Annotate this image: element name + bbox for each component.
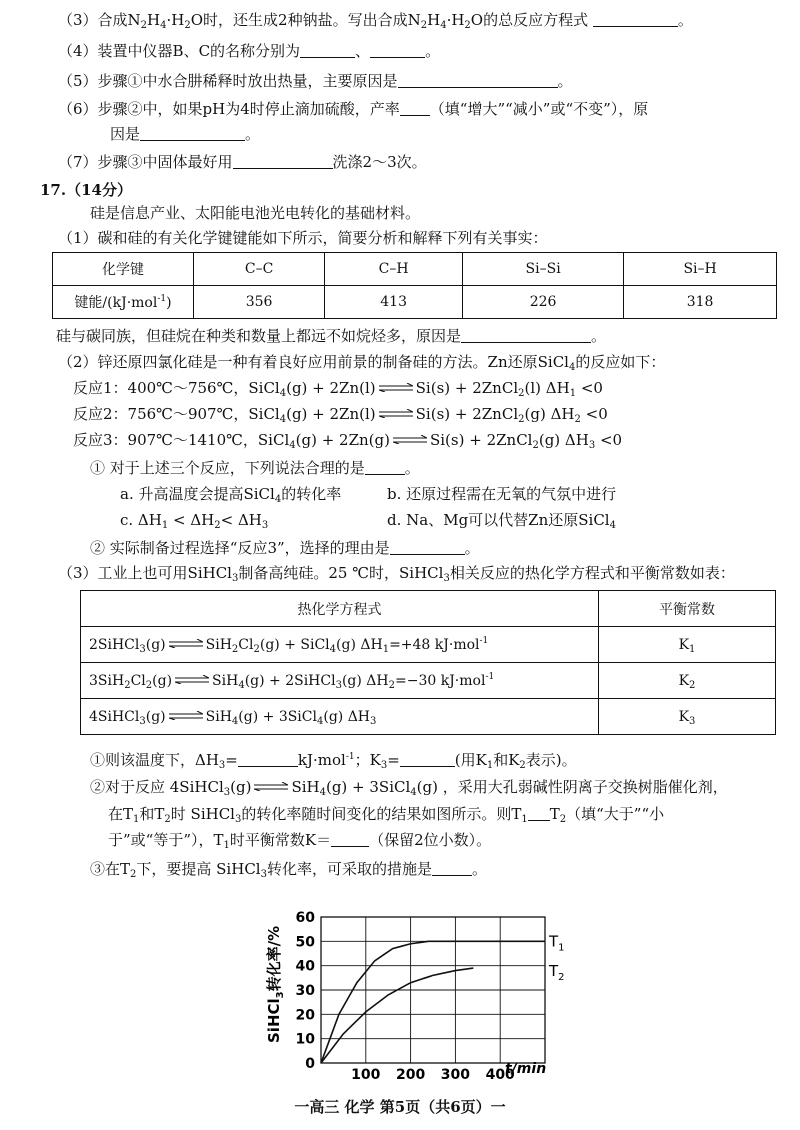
q17-part3-sub2-cont2: 于”或“等于”），$T_1$时平衡常数K＝ （保留2位小数）。 <box>108 831 492 851</box>
answer-blank[interactable] <box>140 126 245 141</box>
answer-blank[interactable] <box>365 460 405 475</box>
table-row <box>81 699 776 735</box>
answer-blank[interactable] <box>370 43 425 58</box>
answer-blank[interactable] <box>432 861 472 876</box>
y-tick-label: 30 <box>295 983 315 999</box>
x-tick-label: 100 <box>351 1067 381 1083</box>
x-axis-label: t/min <box>505 1061 547 1077</box>
table-cell: $K_1$ <box>599 627 776 663</box>
q17-part2: （2）锌还原四氯化硅是一种有着良好应用前景的制备硅的方法。Zn还原SiCl$_4$的反应如下： <box>58 353 666 373</box>
table-row <box>53 253 777 286</box>
q17-part3: （3）工业上也可用SiHCl$_3$制备高纯硅。25 ℃时，SiHCl$_3$相关反应的热化学方程式和平衡常数如表： <box>58 564 735 584</box>
equilibrium-arrow-icon <box>169 639 203 648</box>
equilibrium-arrow-icon <box>254 782 288 791</box>
thermochemical-table <box>80 590 776 735</box>
answer-blank[interactable] <box>528 806 550 821</box>
answer-blank[interactable] <box>300 43 355 58</box>
q17-header: 17.（14分） <box>40 181 132 199</box>
answer-blank[interactable] <box>461 328 591 343</box>
table-cell: 413 <box>325 286 463 319</box>
q16-item-4: （4）装置中仪器B、C的名称分别为 、 。 <box>58 42 441 60</box>
equilibrium-arrow-icon <box>379 383 413 392</box>
legend-label-t2: $T_2$ <box>549 962 565 984</box>
table-row <box>81 663 776 699</box>
table-row <box>53 286 777 319</box>
bond-energy-table <box>52 252 777 319</box>
q17-intro: 硅是信息产业、太阳能电池光电转化的基础材料。 <box>90 204 421 222</box>
q17-part2-sub2: ② 实际制备过程选择“反应3”，选择的理由是 。 <box>90 539 480 557</box>
table-header: 热化学方程式 <box>81 591 599 627</box>
equilibrium-arrow-icon <box>379 409 413 418</box>
option-a: a. 升高温度会提高SiCl$_4$的转化率 <box>120 485 342 505</box>
y-tick-label: 40 <box>295 958 315 975</box>
y-tick-label: 50 <box>295 934 315 951</box>
option-c: c. $\Delta H_1 < \Delta H_2< \Delta H_3$ <box>120 511 269 531</box>
q17-part3-sub3: ③在$T_2$下，要提高 SiHCl$_3$转化率，可采取的措施是 。 <box>90 860 487 880</box>
q17-part3-sub1: ①则该温度下，$\Delta H_3= kJ\cdot mol^{-1}$；$K_3=$ (用$K_1$和$K_2$表示)。 <box>90 751 577 771</box>
y-tick-label: 60 <box>295 910 315 926</box>
q17-part3-sub2: ②对于反应 4SiHCl$_3$(g) SiH$_4$(g) + 3SiCl$_4$(g) ，采用大孔弱碱性阴离子交换树脂催化剂， <box>90 778 728 798</box>
chart-grid <box>321 917 545 1063</box>
reaction-2: 反应2：756℃～907℃，SiCl$_4$(g) + 2Zn(l) Si(s) + 2ZnCl$_2$(g) $\Delta H_2 <0$ <box>73 405 608 425</box>
x-tick-label: 400 <box>485 1067 515 1083</box>
table-cell: Si–H <box>624 253 777 286</box>
table-row <box>81 627 776 663</box>
answer-blank[interactable] <box>233 154 333 169</box>
table-cell: $K_2$ <box>599 663 776 699</box>
q17-part2-sub1: ① 对于上述三个反应，下列说法合理的是 。 <box>90 459 420 477</box>
y-tick-label: 0 <box>305 1056 315 1072</box>
series-group <box>321 932 565 1063</box>
y-tick-label: 10 <box>295 1031 315 1048</box>
table-cell: C–H <box>325 253 463 286</box>
table-cell: 318 <box>624 286 777 319</box>
x-tick-labels <box>351 1067 515 1083</box>
table-cell: 键能/(kJ·mol$^{-1}$) <box>53 286 194 319</box>
q16-item-3: （3）合成$N_2H_4\cdot H_2O$时，还生成2种钠盐。写出合成$N_2H_4\cdot H_2O$的总反应方程式 。 <box>58 11 693 31</box>
q17-part3-sub2-cont: 在$T_1$和$T_2$时 SiHCl$_3$的转化率随时间变化的结果如图所示。则$T_1$ $T_2$（填“大于”“小 <box>108 805 665 825</box>
option-d: d. Na、Mg可以代替Zn还原SiCl$_4$ <box>387 511 616 531</box>
y-axis-label: SiHCl$_3$转化率/% <box>265 925 286 1043</box>
table-header: 平衡常数 <box>599 591 776 627</box>
equilibrium-arrow-icon <box>393 435 427 444</box>
reaction-3: 反应3：907℃～1410℃，SiCl$_4$(g) + 2Zn(g) Si(s) + 2ZnCl$_2$(g) $\Delta H_3 <0$ <box>73 431 623 451</box>
table-cell: 化学键 <box>53 253 194 286</box>
table-row <box>81 591 776 627</box>
series-line-t2 <box>321 968 473 1063</box>
legend-label-t1: $T_1$ <box>549 932 565 954</box>
answer-blank[interactable] <box>400 752 455 767</box>
answer-blank[interactable] <box>593 12 678 27</box>
y-tick-labels <box>296 910 316 1072</box>
option-b: b. 还原过程需在无氧的气氛中进行 <box>387 485 617 503</box>
table-cell: C–C <box>194 253 325 286</box>
answer-blank[interactable] <box>238 752 298 767</box>
page-footer: 一高三 化学 第5页（共6页）一 <box>294 1098 506 1116</box>
series-line-t1 <box>321 941 545 1063</box>
q16-item-7: （7）步骤③中固体最好用 洗涤2～3次。 <box>58 153 427 171</box>
table-cell: Si–Si <box>463 253 624 286</box>
equilibrium-arrow-icon <box>175 675 209 684</box>
conversion-rate-chart <box>255 895 575 1090</box>
answer-blank[interactable] <box>398 73 558 88</box>
table-cell: 356 <box>194 286 325 319</box>
q17-part1: （1）碳和硅的有关化学键键能如下所示，简要分析和解释下列有关事实： <box>58 229 548 247</box>
q16-item-6: （6）步骤②中，如果pH为4时停止滴加硫酸，产率 （填“增大”“减小”或“不变”），原 <box>58 100 649 118</box>
answer-blank[interactable] <box>400 101 430 116</box>
table-cell: 2SiHCl$_3$(g) $SiH_2Cl_2(g)$ + SiCl$_4$(g) $\Delta H_1=+48$ kJ·mol$^{-1}$ <box>81 627 599 663</box>
table-cell: 226 <box>463 286 624 319</box>
q16-item-6-cont: 因是 。 <box>110 125 261 143</box>
x-tick-label: 300 <box>440 1067 471 1083</box>
q16-item-5: （5）步骤①中水合肼稀释时放出热量，主要原因是 。 <box>58 72 573 90</box>
q17-part1-question: 硅与碳同族，但硅烷在种类和数量上都远不如烷烃多，原因是 。 <box>56 327 607 345</box>
table-cell: $K_3$ <box>599 699 776 735</box>
table-cell: 4SiHCl$_3$(g) SiH$_4$(g) + 3SiCl$_4$(g) $\Delta H_3$ <box>81 699 599 735</box>
equilibrium-arrow-icon <box>169 711 203 720</box>
table-cell: $3SiH_2Cl_2(g)$ SiH$_4$(g) + 2SiHCl$_3$(g) $\Delta H_2=-30$ kJ·mol$^{-1}$ <box>81 663 599 699</box>
y-tick-label: 20 <box>295 1007 315 1024</box>
reaction-1: 反应1：400℃～756℃，SiCl$_4$(g) + 2Zn(l) Si(s) + 2ZnCl$_2$(l) $\Delta H_1 <0$ <box>73 379 603 399</box>
answer-blank[interactable] <box>390 540 465 555</box>
answer-blank[interactable] <box>331 832 369 847</box>
x-tick-label: 200 <box>395 1067 426 1083</box>
